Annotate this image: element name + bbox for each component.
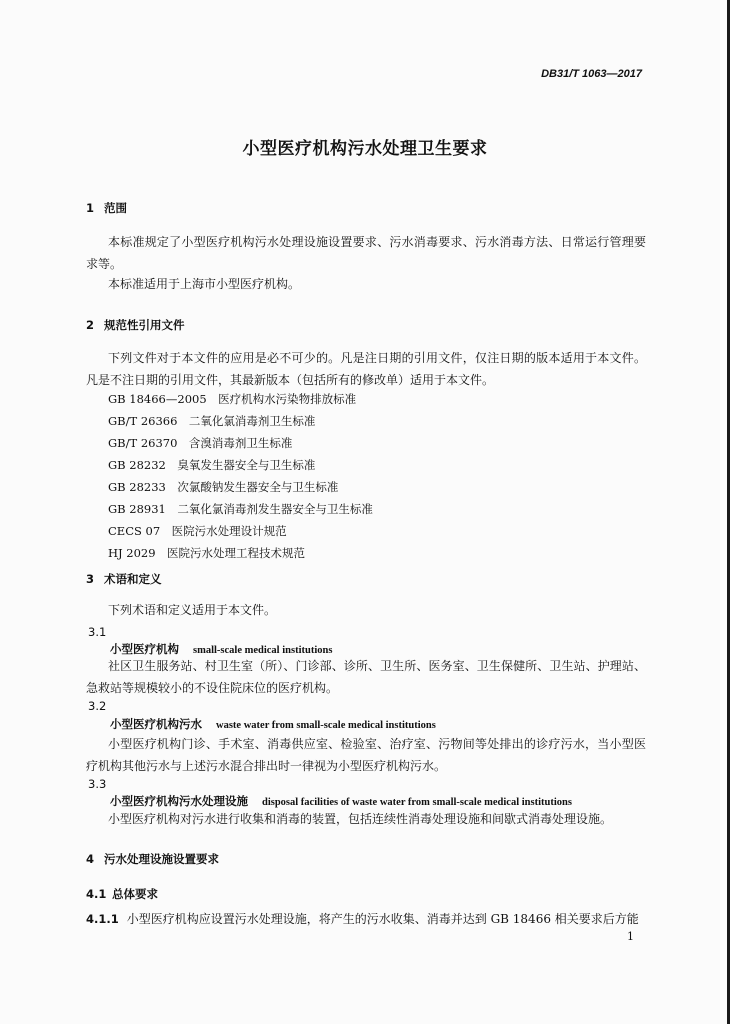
section-2-heading	[86, 317, 185, 333]
page-number: 1	[627, 930, 634, 943]
clause-text: 小型医疗机构应设置污水处理设施，将产生的污水收集、消毒并达到 GB 18466 相关要求后方能	[126, 912, 639, 926]
reference-item: GB 28233 次氯酸钠发生器安全与卫生标准	[108, 480, 339, 494]
section-number: 2	[86, 318, 95, 332]
clause-4-1-1	[86, 909, 639, 929]
reference-item: GB/T 26366 二氧化氯消毒剂卫生标准	[108, 414, 316, 428]
subsection-title: 总体要求	[112, 887, 158, 901]
section-3-heading	[86, 571, 162, 587]
section-title: 规范性引用文件	[104, 318, 185, 332]
scope-paragraph-2: 本标准适用于上海市小型医疗机构。	[108, 277, 301, 291]
term-en: waste water from small-scale medical institutions	[216, 720, 436, 731]
section-title: 污水处理设施设置要求	[104, 852, 219, 866]
term-heading	[110, 716, 436, 732]
term-en: disposal facilities of waste water from small-scale medical institutions	[262, 797, 572, 808]
term-number: 3.2	[88, 699, 107, 713]
clause-number: 4.1.1	[86, 912, 119, 926]
terms-intro: 下列术语和定义适用于本文件。	[108, 603, 277, 617]
term-definition: 社区卫生服务站、村卫生室（所）、门诊部、诊所、卫生所、医务室、卫生保健所、卫生站、护理站、急救站等规模较小的不设住院床位的医疗机构。	[86, 659, 646, 695]
reference-item: GB 28232 臭氧发生器安全与卫生标准	[108, 458, 316, 472]
page-title: 小型医疗机构污水处理卫生要求	[242, 139, 488, 159]
section-number: 4	[86, 852, 95, 866]
term-en: small-scale medical institutions	[193, 645, 333, 656]
term-zh: 小型医疗机构	[110, 642, 179, 656]
section-1-heading	[86, 200, 127, 216]
section-title: 范围	[104, 201, 127, 215]
term-number: 3.3	[88, 777, 107, 791]
section-title: 术语和定义	[104, 572, 162, 586]
term-definition: 小型医疗机构门诊、手术室、消毒供应室、检验室、治疗室、污物间等处排出的诊疗污水，当小型医疗机构其他污水与上述污水混合排出时一律视为小型医疗机构污水。	[86, 737, 646, 773]
term-heading	[110, 793, 572, 809]
term-zh: 小型医疗机构污水处理设施	[110, 794, 248, 808]
scope-paragraph-1: 本标准规定了小型医疗机构污水处理设施设置要求、污水消毒要求、污水消毒方法、日常运行管理要求等。	[86, 235, 646, 271]
reference-item: HJ 2029 医院污水处理工程技术规范	[108, 546, 306, 560]
reference-item: GB 28931 二氧化氯消毒剂发生器安全与卫生标准	[108, 502, 373, 516]
reference-item: CECS 07 医院污水处理设计规范	[108, 524, 287, 538]
subsection-number: 4.1	[86, 887, 107, 901]
references-intro: 下列文件对于本文件的应用是必不可少的。凡是注日期的引用文件，仅注日期的版本适用于本文件。凡是不注日期的引用文件，其最新版本（包括所有的修改单）适用于本文件。	[86, 351, 646, 387]
section-4-heading	[86, 851, 219, 867]
term-zh: 小型医疗机构污水	[110, 717, 202, 731]
subsection-heading	[86, 886, 158, 902]
term-definition: 小型医疗机构对污水进行收集和消毒的装置，包括连续性消毒处理设施和间歇式消毒处理设施。	[108, 812, 613, 826]
reference-item: GB 18466—2005 医疗机构水污染物排放标准	[108, 392, 357, 406]
standard-number: DB31/T 1063—2017	[541, 68, 642, 80]
section-number: 3	[86, 572, 95, 586]
term-number: 3.1	[88, 625, 107, 639]
section-number: 1	[86, 201, 95, 215]
reference-item: GB/T 26370 含溴消毒剂卫生标准	[108, 436, 293, 450]
